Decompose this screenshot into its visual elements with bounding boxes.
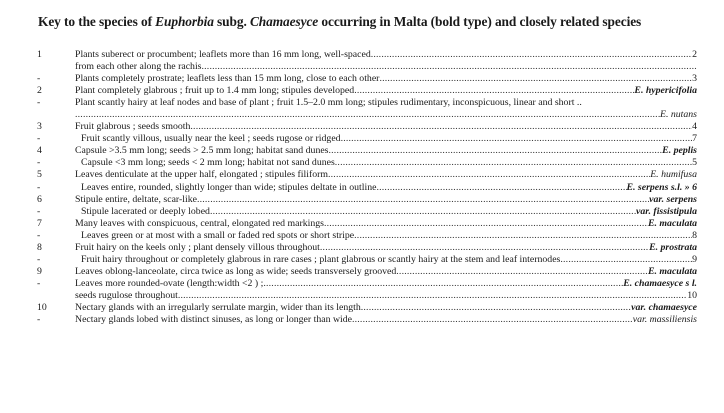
couplet-number: - [37,97,41,109]
lead-number: 9 [692,253,697,265]
couplet-result [662,145,697,157]
dot-leader [210,206,636,218]
key-row [0,290,724,302]
couplet-number: - [37,229,41,241]
dot-leader [354,230,692,242]
couplet-result [627,182,698,194]
couplet-number: - [37,133,41,145]
couplet-result [687,290,697,302]
key-line [75,97,697,109]
couplet-result [692,133,697,145]
key-line [75,169,697,181]
dot-leader [329,145,663,157]
couplet-number: - [37,205,41,217]
couplet-text: Plant scantly hairy at leaf nodes and base of plant ; fruit 1.5–2.0 mm long; stipules rudimentary, inconspicuous, linear and short .. [75,97,582,109]
dot-leader [361,302,631,314]
couplet-text: Fruit glabrous ; seeds smooth [75,121,191,133]
couplet-result [692,49,697,61]
dot-leader [341,133,693,145]
couplet-result [660,109,697,121]
couplet-result [648,218,697,230]
couplet-text: Leaves oblong-lanceolate, circa twice as long as wide; seeds transversely grooved [75,265,397,277]
key-line [75,314,697,326]
couplet-text: Capsule >3.5 mm long; seeds > 2.5 mm long; habitat sand dunes [75,145,329,157]
couplet-result [692,157,697,169]
couplet-text: Capsule <3 mm long; seeds < 2 mm long; habitat not sand dunes [81,157,335,169]
couplet-text: Leaves more rounded-ovate (length:width <2 ) ; [75,277,264,289]
key-row [0,61,724,73]
couplet-text: Fruit scantly villous, usually near the keel ; seeds rugose or ridged [81,133,341,145]
dot-leader [371,49,692,61]
couplet-text: Leaves denticulate at the upper half, elongated ; stipules filiform [75,169,328,181]
key-line [75,242,697,254]
lead-number: 7 [692,133,697,145]
key-row [0,85,724,97]
key-line [75,73,697,85]
key-line [75,194,697,206]
lead-number: 2 [692,49,697,60]
key-line [81,206,697,218]
couplet-result [692,121,697,133]
key-row [0,145,724,157]
key-line [81,254,697,266]
key-line [75,302,697,314]
key-row [0,133,724,145]
couplet-result [692,73,697,85]
key-row [0,182,724,194]
dot-leader [335,157,692,169]
species-name: E. nutans [659,109,697,121]
couplet-text: Many leaves with conspicuous, central, elongated red markings [75,217,324,229]
dot-leader [178,290,687,302]
lead-number: 8 [692,229,697,241]
key-line [75,121,697,133]
species-name: E. hypericifolia [634,85,697,97]
key-row [0,206,724,218]
key-row [0,49,724,61]
couplet-number: - [37,181,41,193]
couplet-result [692,230,697,242]
species-name: E. serpens s.l. » 6 [626,181,697,193]
couplet-number: 6 [37,193,42,205]
species-name: E. humifusa [650,169,697,181]
couplet-result [648,266,697,278]
key-line [75,61,697,73]
species-name: var. chamaesyce [631,301,697,313]
key-line [81,133,697,145]
couplet-result [634,85,697,97]
couplet-result [649,242,697,254]
key-row [0,169,724,181]
key-line [75,49,697,61]
species-name: var. serpens [649,193,697,205]
dot-leader [396,266,648,278]
lead-number: 3 [692,73,697,85]
species-name: var. fissistipula [636,205,697,217]
couplet-text: Fruit hairy throughout or completely glabrous in rare cases ; plant glabrous or scantly hairy at the stem and leaf internodes [81,253,561,265]
dot-leader [560,254,692,266]
couplet-text: Nectary glands with an irregularly serrulate margin, wider than its length [75,301,361,313]
key-line [75,109,697,121]
couplet-number: - [37,314,41,326]
lead-number: 4 [692,121,697,133]
couplet-text: Leaves entire, rounded, slightly longer than wide; stipules deltate in outline [81,181,377,193]
couplet-number: - [37,277,41,289]
dot-leader [190,121,692,133]
couplet-result [692,254,697,266]
dot-leader [202,61,698,73]
couplet-result [650,169,697,181]
dot-leader [379,73,692,85]
couplet-text: Stipule entire, deltate, scar-like [75,193,197,205]
couplet-number: 9 [37,265,42,277]
key-line [75,218,697,230]
species-name: var. massiliensis [632,314,697,326]
key-row [0,97,724,109]
key-row [0,314,724,326]
couplet-result [623,278,697,290]
key-row [0,302,724,314]
key-line [75,85,697,97]
species-name: E. chamaesyce s l. [623,277,697,289]
key-line [75,278,697,290]
dot-leader [376,182,626,194]
dot-leader [324,218,648,230]
couplet-number: - [37,253,41,265]
couplet-result [631,302,697,314]
couplet-number: 3 [37,121,42,133]
couplet-number: 1 [37,49,42,60]
couplet-number: 2 [37,85,42,97]
key-row [0,242,724,254]
key-line [75,266,697,278]
couplet-text: from each other along the rachis [75,61,202,73]
couplet-text: Leaves green or at most with a small or faded red spots or short stripe [81,229,355,241]
couplet-number: - [37,73,41,85]
key-row [0,230,724,242]
key-row [0,266,724,278]
key-row [0,278,724,290]
dot-leader [263,278,623,290]
key-row [0,109,724,121]
species-name: E. maculata [648,265,697,277]
couplet-number: 7 [37,217,42,229]
key-row [0,254,724,266]
key-row [0,73,724,85]
couplet-number: 4 [37,145,42,157]
key-row [0,194,724,206]
lead-number: 10 [687,289,697,301]
couplet-result [649,194,697,206]
couplet-text: Fruit hairy on the keels only ; plant densely villous throughout [75,241,320,253]
couplet-text: Plants suberect or procumbent; leaflets more than 16 mm long, well-spaced [75,49,371,60]
dot-leader [197,194,649,206]
key-row [0,121,724,133]
couplet-number: 5 [37,169,42,181]
couplet-text: Plant completely glabrous ; fruit up to 1.4 mm long; stipules developed [75,85,355,97]
couplet-text: Stipule lacerated or deeply lobed [81,205,210,217]
key-row [0,157,724,169]
couplet-text: seeds rugulose throughout [75,289,178,301]
couplet-number: - [37,157,41,169]
species-name: E. prostrata [649,241,697,253]
key-line [81,157,697,169]
dot-leader [352,314,633,326]
key-line [75,145,697,157]
key-line [75,290,697,302]
species-name: E. peplis [662,145,697,157]
dot-leader [320,242,649,254]
key-line [81,182,697,194]
key-title: Key to the species of Euphorbia subg. Chamaesyce occurring in Malta (bold type) and closely related species [38,14,642,29]
couplet-number: 10 [37,301,47,313]
couplet-result [636,206,697,218]
dot-leader [328,169,650,181]
key-line [81,230,697,242]
couplet-text: Plants completely prostrate; leaflets less than 15 mm long, close to each other [75,73,380,85]
key-row [0,218,724,230]
lead-number: 5 [692,157,697,169]
couplet-result [633,314,697,326]
dot-leader [354,85,634,97]
species-name: E. maculata [648,217,697,229]
dot-leader [75,109,660,121]
couplet-number: 8 [37,241,42,253]
couplet-text: Nectary glands lobed with distinct sinuses, as long or longer than wide [75,314,352,326]
key-rows [0,49,724,326]
